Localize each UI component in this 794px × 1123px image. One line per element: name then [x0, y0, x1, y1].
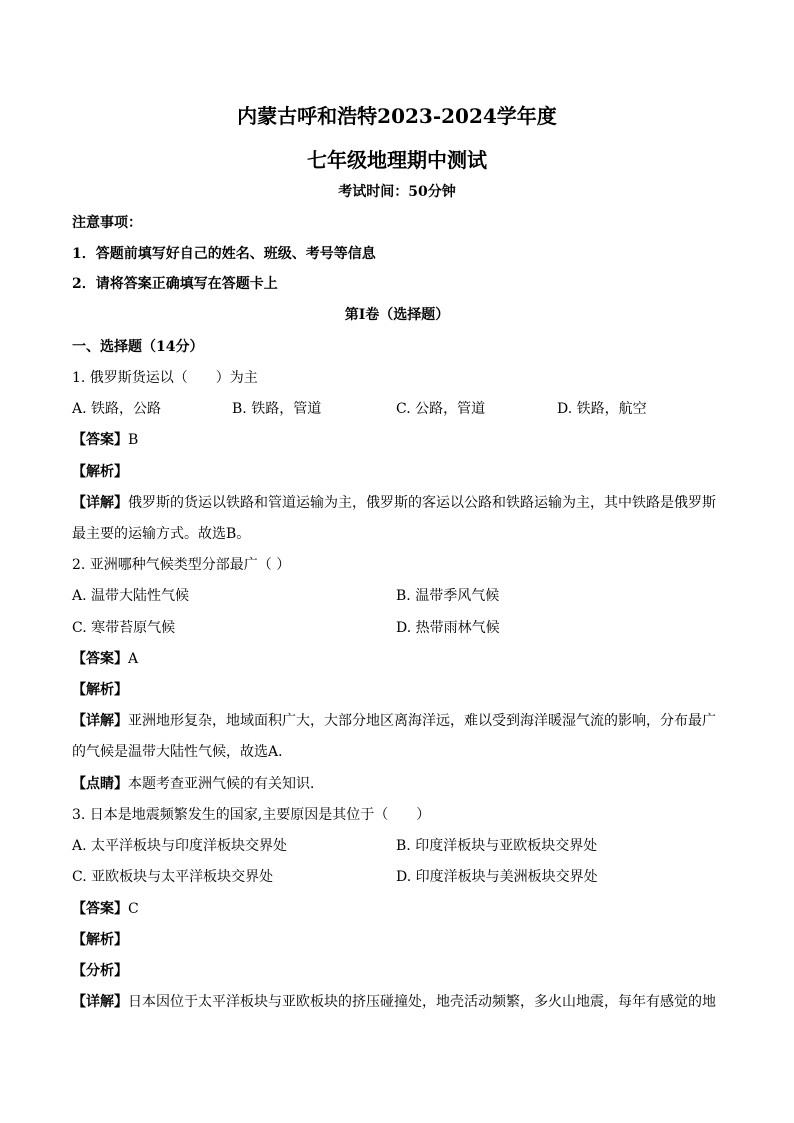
note-item-2: 2．请将答案正确填写在答题卡上 — [72, 276, 278, 292]
answer-value: C — [128, 901, 139, 917]
notes-heading: 注意事项： — [72, 215, 142, 231]
exam-time: 考试时间：50分钟 — [338, 184, 456, 200]
comment-label: 【点睛】 — [72, 776, 128, 792]
answer-label: 【答案】 — [72, 651, 128, 667]
question-2-answer — [72, 649, 138, 669]
question-2-analysis-label: 【解析】 — [72, 682, 128, 698]
question-3-stem: 3. 日本是地震频繁发生的国家,主要原因是其位于（ ） — [72, 807, 431, 823]
detail-text: 日本因位于太平洋板块与亚欧板块的挤压碰撞处，地壳活动频繁，多火山地震，每年有感觉的地 — [128, 994, 716, 1010]
detail-text: 亚洲地形复杂，地域面积广大，大部分地区离海洋远，难以受到海洋暖湿气流的影响，分布最广 — [128, 713, 716, 729]
detail-label: 【详解】 — [72, 713, 128, 729]
question-2-option-a: A. 温带大陆性气候 — [72, 588, 190, 604]
detail-label: 【详解】 — [72, 994, 128, 1010]
question-3-option-c: C. 亚欧板块与太平洋板块交界处 — [72, 869, 274, 885]
question-2-option-c: C. 寒带苔原气候 — [72, 620, 176, 636]
question-2-option-b: B. 温带季风气候 — [396, 588, 500, 604]
question-1-option-a: A. 铁路，公路 — [72, 401, 162, 417]
question-3-option-d: D. 印度洋板块与美洲板块交界处 — [396, 869, 598, 885]
comment-text: 本题考查亚洲气候的有关知识． — [128, 776, 324, 792]
document-subtitle: 七年级地理期中测试 — [307, 148, 487, 172]
question-3-analyze-label: 【分析】 — [72, 963, 128, 979]
question-2-option-d: D. 热带雨林气候 — [396, 620, 500, 636]
section-heading: 一、选择题（14分） — [72, 339, 204, 355]
question-1-detail-line-1 — [72, 493, 716, 513]
question-3-option-b: B. 印度洋板块与亚欧板块交界处 — [396, 838, 598, 854]
question-2-comment — [72, 774, 324, 794]
question-1-answer — [72, 430, 138, 450]
question-3-option-a: A. 太平洋板块与印度洋板块交界处 — [72, 838, 288, 854]
question-1-option-c: C. 公路，管道 — [396, 401, 486, 417]
question-3-analysis-label: 【解析】 — [72, 932, 128, 948]
question-1-option-b: B. 铁路，管道 — [232, 401, 322, 417]
question-2-detail-line-2: 的气候是温带大陆性气候，故选A． — [72, 744, 293, 760]
document-title: 内蒙古呼和浩特2023-2024学年度 — [237, 104, 557, 128]
detail-text: 俄罗斯的货运以铁路和管道运输为主，俄罗斯的客运以公路和铁路运输为主，其中铁路是俄罗斯 — [128, 495, 716, 511]
answer-value: A — [128, 651, 139, 667]
answer-label: 【答案】 — [72, 901, 128, 917]
question-1-option-d: D. 铁路，航空 — [557, 401, 647, 417]
question-2-stem: 2. 亚洲哪种气候类型分部最广（ ） — [72, 557, 291, 573]
answer-label: 【答案】 — [72, 432, 128, 448]
question-3-answer — [72, 899, 139, 919]
answer-value: B — [128, 432, 139, 448]
question-1-detail-line-2: 最主要的运输方式。故选B。 — [72, 526, 251, 542]
detail-label: 【详解】 — [72, 495, 128, 511]
question-1-analysis-label: 【解析】 — [72, 464, 128, 480]
volume-heading: 第I卷（选择题） — [344, 307, 450, 323]
question-3-detail-line-1 — [72, 992, 716, 1012]
question-1-stem: 1. 俄罗斯货运以（ ）为主 — [72, 370, 258, 386]
question-2-detail-line-1 — [72, 711, 716, 731]
note-item-1: 1．答题前填写好自己的姓名、班级、考号等信息 — [72, 246, 376, 262]
